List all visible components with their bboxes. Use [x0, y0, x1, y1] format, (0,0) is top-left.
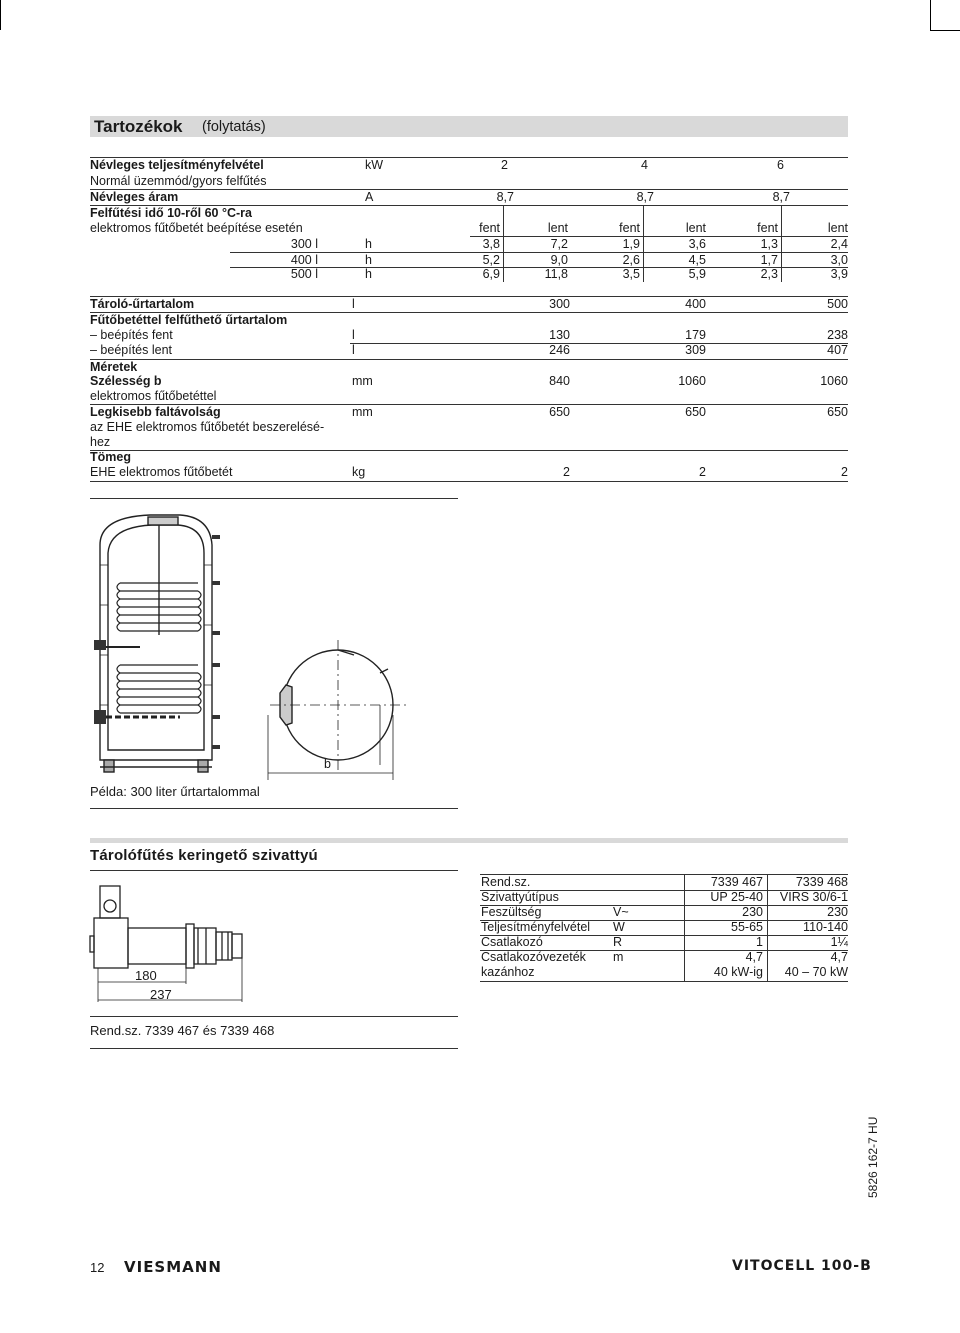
pump-title: Tárolófűtés keringető szivattyú [90, 847, 318, 864]
heatup-value: 5,2 [482, 253, 500, 267]
clearance-unit: mm [352, 405, 373, 419]
pump-drawing [88, 876, 268, 1004]
install-bottom-value: 246 [549, 343, 570, 357]
pump-caption: Rend.sz. 7339 467 és 7339 468 [90, 1023, 275, 1038]
heatup-value: 3,0 [830, 253, 848, 267]
pump-row-v1: 4,7 [745, 950, 763, 964]
power-value: 6 [777, 158, 784, 172]
pump-row-label: Rend.sz. [481, 875, 531, 889]
power-label: Névleges teljesítményfelvétel [90, 158, 264, 172]
weight-value: 2 [841, 465, 848, 479]
install-top-value: 238 [827, 328, 848, 342]
weight-unit: kg [352, 465, 366, 479]
weight-label: Tömeg [90, 450, 131, 464]
heatup-value: 1,7 [760, 253, 778, 267]
section-header [90, 116, 848, 137]
power-unit: kW [365, 158, 384, 172]
current-value: 8,7 [772, 190, 790, 204]
brand-logo: VIESMANN [124, 1258, 222, 1276]
pump-dim-237: 237 [150, 987, 172, 1002]
current-value: 8,7 [636, 190, 654, 204]
pump-dim-180: 180 [135, 968, 157, 983]
pump-row-v2: VIRS 30/6-1 [779, 890, 848, 904]
heatup-value: 3,5 [622, 267, 640, 281]
dim-b-label: b [324, 757, 331, 771]
pump-row-unit: R [613, 935, 623, 949]
weight-value: 2 [699, 465, 706, 479]
install-top-value: 179 [685, 328, 706, 342]
pump-row-label: Szivattyútípus [481, 890, 559, 904]
storage-value: 400 [685, 297, 706, 311]
page-number: 12 [90, 1260, 105, 1275]
position-header: lent [547, 221, 568, 235]
heatup-unit: h [365, 237, 372, 251]
pump-row-label: kazánhoz [481, 965, 535, 979]
power-value: 4 [641, 158, 648, 172]
position-header: fent [619, 221, 640, 235]
heatup-unit: h [365, 253, 372, 267]
position-header: fent [479, 221, 500, 235]
heatup-value: 1,3 [760, 237, 778, 251]
pump-row-unit: W [613, 920, 625, 934]
storage-value: 300 [549, 297, 570, 311]
pump-row-label: Teljesítményfelvétel [481, 920, 591, 934]
storage-label: Tároló-űrtartalom [90, 297, 195, 311]
storage-unit: l [352, 297, 355, 311]
pump-row-label: Csatlakozó [481, 935, 543, 949]
crop-mark [0, 0, 1, 30]
dims-label: Méretek [90, 360, 138, 374]
heatup-value: 9,0 [550, 253, 568, 267]
install-bottom-value: 407 [827, 343, 848, 357]
current-value: 8,7 [496, 190, 514, 204]
pump-row-v2: 1¼ [830, 935, 848, 949]
install-top-label: – beépítés fent [90, 328, 173, 342]
clearance-value: 650 [549, 405, 570, 419]
weight-sub: EHE elektromos fűtőbetét [90, 465, 233, 479]
heatup-value: 7,2 [550, 237, 568, 251]
section-title: Tartozékok [94, 117, 183, 136]
clearance-sub: az EHE elektromos fűtőbetét beszerelésé- [90, 420, 325, 434]
position-header: lent [827, 221, 848, 235]
pump-row-v1: 1 [756, 935, 763, 949]
pump-row-v1: 7339 467 [710, 875, 763, 889]
heatup-size: 400 l [290, 253, 318, 267]
heatup-value: 4,5 [688, 253, 706, 267]
position-header: lent [685, 221, 706, 235]
width-value: 1060 [820, 374, 848, 388]
heatup-label: Felfűtési idő 10-ről 60 °C-ra [90, 206, 252, 220]
clearance-value: 650 [685, 405, 706, 419]
crop-mark [930, 0, 931, 30]
heatup-value: 2,6 [622, 253, 640, 267]
heatup-value: 3,9 [830, 267, 848, 281]
heatup-value: 1,9 [622, 237, 640, 251]
install-bottom-unit: l [352, 343, 355, 357]
heatable-label: Fűtőbetéttel felfűthető űrtartalom [90, 313, 288, 327]
heatup-value: 2,3 [760, 267, 778, 281]
pump-row-v1: 230 [742, 905, 763, 919]
heatup-value: 3,6 [688, 237, 706, 251]
crop-mark [930, 30, 960, 31]
weight-value: 2 [563, 465, 570, 479]
pump-row-v2: 40 – 70 kW [784, 965, 848, 979]
pump-row-unit: V~ [613, 905, 629, 919]
position-header: fent [757, 221, 778, 235]
doc-number: 5826 162-7 HU [866, 1116, 880, 1198]
heatup-value: 11,8 [544, 267, 568, 281]
pump-row-v2: 230 [827, 905, 848, 919]
pump-row-v2: 4,7 [830, 950, 848, 964]
pump-row-v2: 7339 468 [795, 875, 848, 889]
pump-row-v2: 110-140 [803, 920, 848, 934]
storage-value: 500 [827, 297, 848, 311]
clearance-label: Legkisebb faltávolság [90, 405, 221, 419]
pump-row-v1: 40 kW-ig [713, 965, 763, 979]
install-bottom-value: 309 [685, 343, 706, 357]
section-subtitle: (folytatás) [202, 119, 266, 135]
tank-drawing [80, 505, 480, 785]
install-top-value: 130 [549, 328, 570, 342]
heatup-value: 3,8 [482, 237, 500, 251]
pump-row-label: Csatlakozóvezeték [481, 950, 586, 964]
heatup-unit: h [365, 267, 372, 281]
width-label: Szélesség b [90, 374, 162, 388]
heatup-value: 5,9 [688, 267, 706, 281]
product-name: VITOCELL 100-B [732, 1258, 872, 1274]
width-sub: elektromos fűtőbetéttel [90, 389, 217, 403]
power-value: 2 [501, 158, 508, 172]
current-unit: A [365, 190, 374, 204]
pump-row-v1: 55-65 [731, 920, 763, 934]
heatup-size: 500 l [290, 267, 318, 281]
install-top-unit: l [352, 328, 355, 342]
heatup-size: 300 l [290, 237, 318, 251]
pump-row-label: Feszültség [481, 905, 542, 919]
width-unit: mm [352, 374, 373, 388]
pump-row-v1: UP 25-40 [710, 890, 763, 904]
install-bottom-label: – beépítés lent [90, 343, 173, 357]
heatup-sub: elektromos fűtőbetét beépítése esetén [90, 221, 303, 235]
section2-bar [90, 838, 848, 843]
heatup-value: 2,4 [830, 237, 848, 251]
heatup-value: 6,9 [482, 267, 500, 281]
pump-row-unit: m [613, 950, 624, 964]
figure1-caption: Példa: 300 liter űrtartalommal [90, 784, 260, 799]
clearance-sub: hez [90, 435, 111, 449]
clearance-value: 650 [827, 405, 848, 419]
mode-label: Normál üzemmód/gyors felfűtés [90, 174, 267, 188]
width-value: 840 [549, 374, 570, 388]
current-label: Névleges áram [90, 190, 179, 204]
width-value: 1060 [678, 374, 706, 388]
